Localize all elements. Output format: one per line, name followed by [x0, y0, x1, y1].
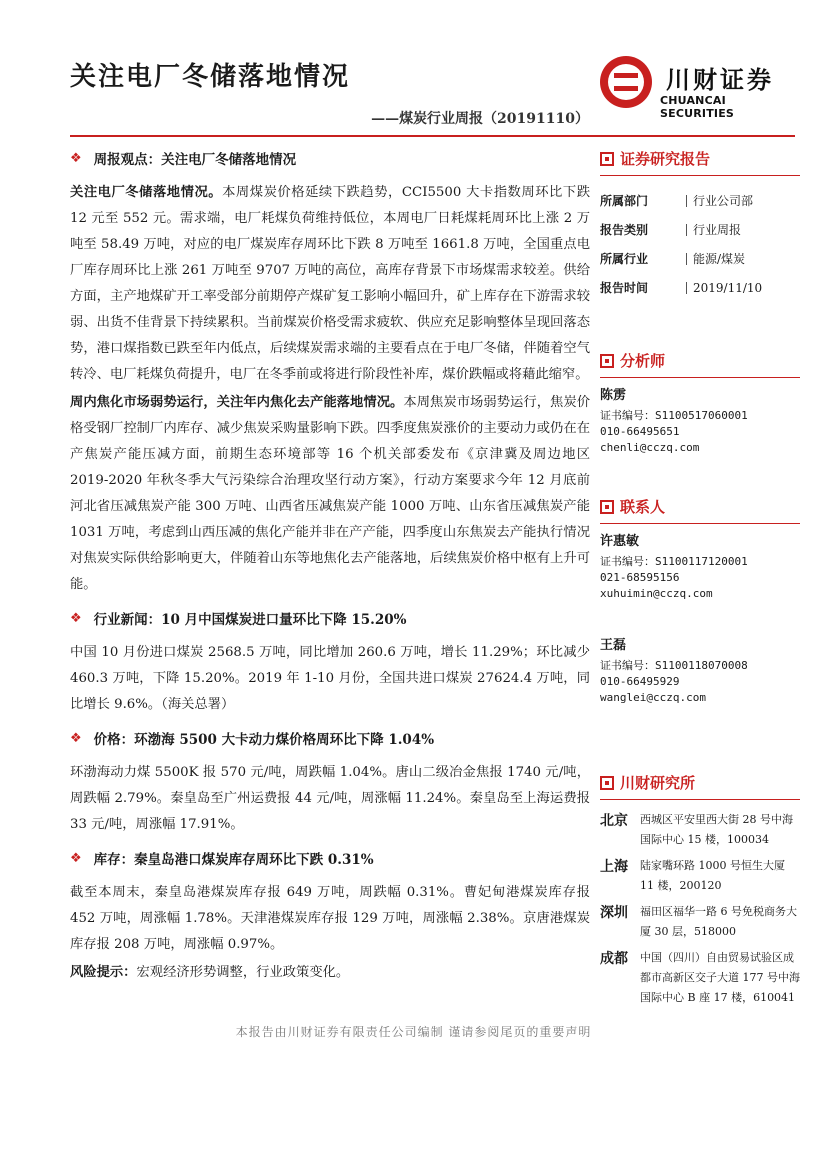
paragraph: 关注电厂冬储落地情况。本周煤炭价格延续下跌趋势，CCI5500 大卡指数周环比下跌 12 元至 552 元。需求端，电厂耗煤负荷维持低位，本周电厂日耗煤耗周环比上涨 2 万吨至 58.49 万吨，对应的电厂煤炭库存周环比下跌 8 万吨至 1661.8 万吨，全国重点电厂库存周环比上涨 261 万吨至 9707 万吨的高位，高库存背景下市场煤需求较差。供给方面，主产地煤矿开工率受部分前期停产煤矿复工影响小幅回升，矿上库存在下游需求较弱、出货不佳背景下持续累积。当前煤炭价格受需求疲软、供应充足影响整体呈现回落态势，港口煤指数已跌至年内低点，后续煤炭需求端的主要看点在于电厂冬储，伴随着空气转冷、电厂耗煤负荷提升，电厂在冬季前或将进行阶段性补库，煤价跌幅或将藉此缩窄。 — [70, 185, 590, 382]
page-footer: 本报告由川财证券有限责任公司编制 谨请参阅尾页的重要声明 — [235, 1025, 592, 1039]
meta-row: 报告时间 2019/11/10 — [600, 280, 763, 295]
logo-name-en: CHUANCAI SECURITIES — [660, 94, 735, 120]
sidebar-heading: 分析师 — [600, 350, 800, 371]
diamond-bullet-icon: ❖ — [70, 150, 82, 166]
risk-note: 风险提示：宏观经济形势调整，行业政策变化。 — [70, 965, 350, 980]
sidebar-heading: 证券研究报告 — [600, 148, 800, 169]
office-address: 深圳 福田区福华一路 6 号免税商务大厦 30 层，518000 — [600, 905, 797, 938]
office-address: 北京 西城区平安里西大街 28 号中海国际中心 15 楼，100034 — [600, 813, 793, 846]
sidebar-heading: 联系人 — [600, 496, 800, 517]
contact-card: 许惠敏 证书编号：S1100117120001 021-68595156 xuhuimin@cczq.com — [600, 534, 800, 602]
square-bullet-icon — [600, 354, 614, 368]
section-heading: ❖ 价格：环渤海 5500 大卡动力煤价格周环比下降 1.04% — [70, 730, 435, 748]
paragraph: 截至本周末，秦皇岛港煤炭库存报 649 万吨，周跌幅 0.31%。曹妃甸港煤炭库存报 452 万吨，周涨幅 1.78%。天津港煤炭库存报 129 万吨，周涨幅 2.38%。京唐港煤炭库存报 208 万吨，周涨幅 0.97%。 — [70, 885, 590, 952]
analyst-card: 陈雳 证书编号：S1100517060001 010-66495651 chenli@cczq.com — [600, 388, 800, 456]
email-link[interactable]: xuhuimin@cczq.com — [600, 587, 713, 600]
main-content — [70, 148, 590, 988]
office-address: 成都 中国（四川）自由贸易试验区成都市高新区交子大道 177 号中海国际中心 B 座 17 楼，610041 — [600, 951, 800, 1004]
square-bullet-icon — [600, 776, 614, 790]
email-link[interactable]: chenli@cczq.com — [600, 441, 700, 454]
meta-row: 所属部门 行业公司部 — [600, 193, 754, 208]
section-heading: ❖ 周报观点：关注电厂冬储落地情况 — [70, 150, 297, 168]
logo-emblem-icon — [600, 56, 652, 108]
company-logo — [600, 56, 800, 120]
meta-row: 报告类别 行业周报 — [600, 222, 742, 237]
diamond-bullet-icon: ❖ — [70, 850, 82, 866]
meta-row: 所属行业 能源/煤炭 — [600, 251, 746, 266]
diamond-bullet-icon: ❖ — [70, 730, 82, 746]
email-link[interactable]: wanglei@cczq.com — [600, 691, 706, 704]
paragraph: 中国 10 月份进口煤炭 2568.5 万吨，同比增加 260.6 万吨，增长 11.29%；环比减少 460.3 万吨，下降 15.20%。2019 年 1-10 月份，全国共进口煤炭 27624.4 万吨，同比增长 9.6%。（海关总署） — [70, 645, 590, 712]
office-address: 上海 陆家嘴环路 1000 号恒生大厦 11 楼，200120 — [600, 859, 785, 892]
logo-name-cn: 川财证券 — [666, 66, 774, 94]
contact-card: 王磊 证书编号：S1100118070008 010-66495929 wanglei@cczq.com — [600, 638, 800, 706]
sidebar-heading: 川财研究所 — [600, 772, 800, 793]
report-title: 关注电厂冬储落地情况 — [70, 62, 351, 92]
paragraph: 环渤海动力煤 5500K 报 570 元/吨，周跌幅 1.04%。唐山二级冶金焦报 1740 元/吨，周跌幅 2.79%。秦皇岛至广州运费报 44 元/吨，周涨幅 11.24%。秦皇岛至上海运费报 33 元/吨，周涨幅 17.91%。 — [70, 765, 590, 832]
square-bullet-icon — [600, 152, 614, 166]
sidebar — [600, 148, 800, 1014]
square-bullet-icon — [600, 500, 614, 514]
report-subtitle: ——煤炭行业周报（20191110） — [371, 111, 589, 127]
paragraph: 周内焦化市场弱势运行，关注年内焦化去产能落地情况。本周焦炭市场弱势运行，焦炭价格受钢厂控制厂内库存、减少焦炭采购量影响下跌。四季度焦炭涨价的主要动力或仍在在产焦炭产能压减方面，前期生态环境部等 16 个机关部委发布《京津冀及周边地区 2019-2020 年秋冬季大气污染综合治理攻坚行动方案》，行动方案要求今年 12 月底前河北省压减焦炭产能 300 万吨、山西省压减焦炭产能 1000 万吨、山东省压减焦炭产能 1031 万吨，考虑到山西压减的焦化产能并非在产产能，四季度山东焦炭去产能执行情况对焦炭实际供给影响更大，伴随着山东等地焦化去产能落地，后续焦炭价格中枢有上升可能。 — [70, 395, 591, 592]
diamond-bullet-icon: ❖ — [70, 610, 82, 626]
header-divider — [70, 135, 795, 137]
section-heading: ❖ 行业新闻：10 月中国煤炭进口量环比下降 15.20% — [70, 610, 407, 628]
section-heading: ❖ 库存：秦皇岛港口煤炭库存周环比下跌 0.31% — [70, 850, 374, 868]
